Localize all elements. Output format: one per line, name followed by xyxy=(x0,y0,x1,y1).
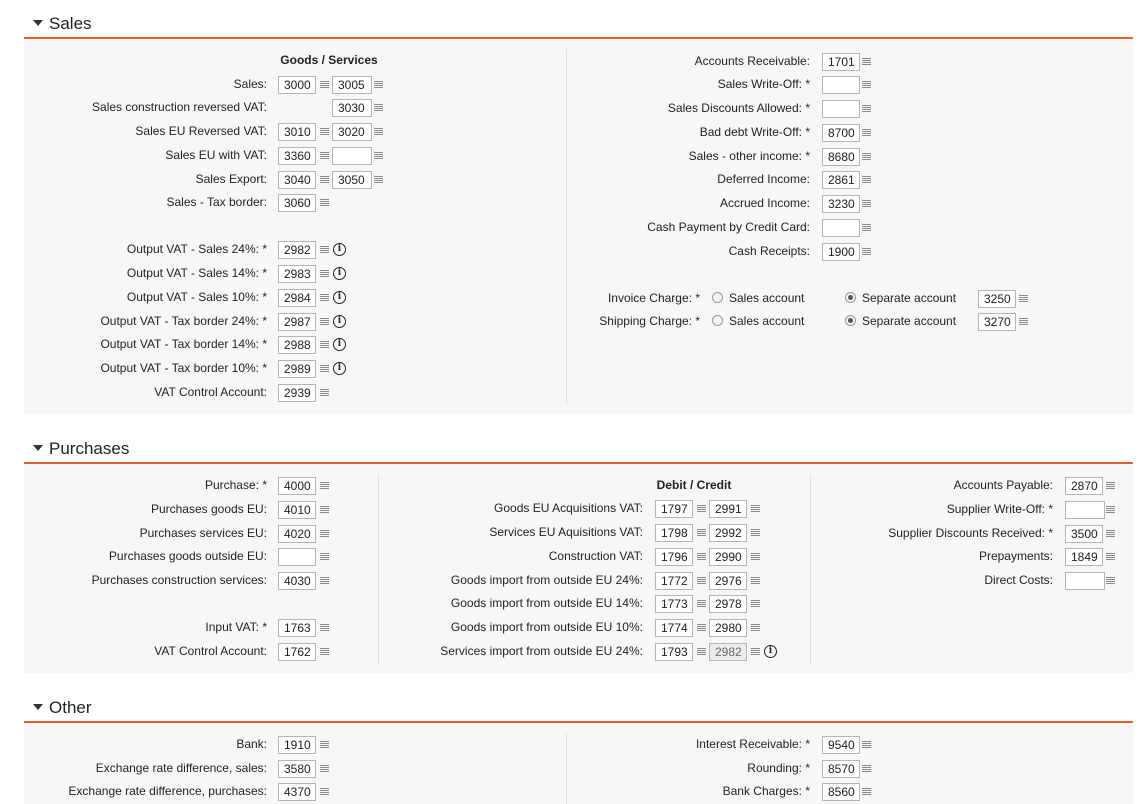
account-input[interactable]: 1910 xyxy=(278,736,316,754)
list-lookup-icon[interactable] xyxy=(751,648,760,656)
list-lookup-icon[interactable] xyxy=(374,81,383,89)
other-section-header[interactable] xyxy=(24,695,1133,723)
row-label: Sales: xyxy=(233,77,267,91)
list-lookup-icon[interactable] xyxy=(751,529,760,537)
row-label: Sales - other income: * xyxy=(688,149,810,163)
list-lookup-icon[interactable] xyxy=(862,200,871,208)
row-label: Accounts Payable: xyxy=(953,478,1053,492)
row-label: Deferred Income: xyxy=(717,172,810,186)
list-lookup-icon[interactable] xyxy=(320,270,329,278)
row-label: Sales EU Reversed VAT: xyxy=(135,124,267,138)
info-icon[interactable]: i xyxy=(333,291,346,304)
list-lookup-icon[interactable] xyxy=(751,624,760,632)
list-lookup-icon[interactable] xyxy=(751,553,760,561)
debit-input[interactable]: 1774 xyxy=(655,619,693,637)
column-divider xyxy=(566,49,567,404)
list-lookup-icon[interactable] xyxy=(1106,530,1115,538)
section-title: Other xyxy=(49,698,92,717)
account-input[interactable]: 3500 xyxy=(1065,525,1103,543)
account-input[interactable]: 3360 xyxy=(278,147,316,165)
list-lookup-icon[interactable] xyxy=(1106,506,1115,514)
account-input[interactable]: 3000 xyxy=(278,76,316,94)
account-input[interactable] xyxy=(822,100,860,118)
account-input[interactable] xyxy=(1065,501,1105,519)
debit-input[interactable]: 1772 xyxy=(655,572,693,590)
list-lookup-icon[interactable] xyxy=(862,153,871,161)
list-lookup-icon[interactable] xyxy=(862,224,871,232)
list-lookup-icon[interactable] xyxy=(862,176,871,184)
row-label: VAT Control Account: xyxy=(154,644,267,658)
row-label: Goods import from outside EU 10%: xyxy=(450,620,643,634)
account-input[interactable]: 4030 xyxy=(278,572,316,590)
row-label: Sales construction reversed VAT: xyxy=(92,100,267,114)
credit-input[interactable]: 2991 xyxy=(709,500,747,518)
row-label: Exchange rate difference, sales: xyxy=(95,761,267,775)
row-label: Services import from outside EU 24%: xyxy=(440,644,643,658)
list-lookup-icon[interactable] xyxy=(320,788,329,796)
info-icon[interactable]: i xyxy=(333,315,346,328)
account-input[interactable]: 4000 xyxy=(278,477,316,495)
list-lookup-icon[interactable] xyxy=(697,553,706,561)
account-input[interactable]: 3580 xyxy=(278,760,316,778)
row-label: Bank Charges: * xyxy=(722,784,810,798)
account-input[interactable]: 2984 xyxy=(278,289,316,307)
row-label: Purchase: * xyxy=(204,478,267,492)
list-lookup-icon[interactable] xyxy=(320,246,329,254)
collapse-triangle-icon[interactable] xyxy=(33,704,43,710)
row-label: Accounts Receivable: xyxy=(694,54,810,68)
account-input[interactable] xyxy=(1065,572,1105,590)
list-lookup-icon[interactable] xyxy=(697,577,706,585)
collapse-triangle-icon[interactable] xyxy=(33,20,43,26)
row-label: Output VAT - Sales 10%: * xyxy=(126,290,267,304)
info-icon[interactable]: i xyxy=(333,267,346,280)
row-label: Output VAT - Tax border 14%: * xyxy=(100,337,267,351)
row-label: Output VAT - Sales 24%: * xyxy=(126,242,267,256)
account-input[interactable]: 3270 xyxy=(978,313,1016,331)
shipping-charge-label: Shipping Charge: * xyxy=(599,314,700,328)
list-lookup-icon[interactable] xyxy=(320,365,329,373)
account-input[interactable]: 2861 xyxy=(822,171,860,189)
collapse-triangle-icon[interactable] xyxy=(33,445,43,451)
credit-input[interactable]: 2976 xyxy=(709,572,747,590)
account-input[interactable]: 4020 xyxy=(278,525,316,543)
row-label: Bad debt Write-Off: * xyxy=(699,125,810,139)
row-label: Bank: xyxy=(236,737,267,751)
row-label: Construction VAT: xyxy=(548,549,643,563)
account-input[interactable]: 2987 xyxy=(278,313,316,331)
row-label: Sales EU with VAT: xyxy=(165,148,267,162)
radio-label: Separate account xyxy=(862,314,957,328)
debit-input[interactable]: 1796 xyxy=(655,548,693,566)
sales-section-header[interactable] xyxy=(24,11,1133,39)
info-icon[interactable]: i xyxy=(333,243,346,256)
account-input[interactable]: 3020 xyxy=(332,123,372,141)
debit-input[interactable]: 1797 xyxy=(655,500,693,518)
credit-input[interactable]: 2978 xyxy=(709,595,747,613)
list-lookup-icon[interactable] xyxy=(320,482,329,490)
row-label: Supplier Discounts Received: * xyxy=(888,526,1053,540)
row-label: Sales Write-Off: * xyxy=(717,77,810,91)
account-input[interactable]: 1701 xyxy=(822,53,860,71)
list-lookup-icon[interactable] xyxy=(862,741,871,749)
row-label: Purchases goods EU: xyxy=(150,502,267,516)
account-input[interactable]: 3030 xyxy=(332,99,372,117)
list-lookup-icon[interactable] xyxy=(320,741,329,749)
debit-credit-header: Debit / Credit xyxy=(656,478,732,492)
purchases-panel xyxy=(24,464,1133,673)
list-lookup-icon[interactable] xyxy=(320,506,329,514)
list-lookup-icon[interactable] xyxy=(862,248,871,256)
list-lookup-icon[interactable] xyxy=(320,81,329,89)
row-label: Cash Receipts: xyxy=(728,244,810,258)
row-label: Interest Receivable: * xyxy=(695,737,810,751)
section-title: Purchases xyxy=(49,439,130,458)
account-input[interactable]: 8700 xyxy=(822,124,860,142)
row-label: Sales Discounts Allowed: * xyxy=(667,101,810,115)
row-label: Input VAT: * xyxy=(205,620,267,634)
account-input[interactable]: 9540 xyxy=(822,736,860,754)
list-lookup-icon[interactable] xyxy=(1106,553,1115,561)
list-lookup-icon[interactable] xyxy=(320,294,329,302)
info-icon[interactable]: i xyxy=(333,362,346,375)
row-label: Goods EU Acquisitions VAT: xyxy=(494,501,643,515)
list-lookup-icon[interactable] xyxy=(320,530,329,538)
list-lookup-icon[interactable] xyxy=(320,553,329,561)
list-lookup-icon[interactable] xyxy=(320,648,329,656)
list-lookup-icon[interactable] xyxy=(374,152,383,160)
debit-input[interactable]: 1798 xyxy=(655,524,693,542)
list-lookup-icon[interactable] xyxy=(320,199,329,207)
row-label: VAT Control Account: xyxy=(154,385,267,399)
account-input[interactable]: 3005 xyxy=(332,76,372,94)
row-label: Accrued Income: xyxy=(719,196,810,210)
info-icon[interactable]: i xyxy=(333,338,346,351)
list-lookup-icon[interactable] xyxy=(374,176,383,184)
account-input[interactable]: 3060 xyxy=(278,194,316,212)
row-label: Purchases services EU: xyxy=(139,526,267,540)
list-lookup-icon[interactable] xyxy=(320,577,329,585)
list-lookup-icon[interactable] xyxy=(751,577,760,585)
account-input[interactable]: 3050 xyxy=(332,171,372,189)
account-input[interactable]: 2870 xyxy=(1065,477,1103,495)
row-label: Services EU Aquisitions VAT: xyxy=(489,525,643,539)
row-label: Exchange rate difference, purchases: xyxy=(68,784,267,798)
sales-panel xyxy=(24,39,1133,414)
account-input[interactable]: 3230 xyxy=(822,195,860,213)
shipping-charge-sales-radio[interactable] xyxy=(712,315,723,326)
list-lookup-icon[interactable] xyxy=(1106,482,1115,490)
row-label: Output VAT - Sales 14%: * xyxy=(126,266,267,280)
purchases-section-header[interactable] xyxy=(24,436,1133,464)
list-lookup-icon[interactable] xyxy=(862,788,871,796)
list-lookup-icon[interactable] xyxy=(862,765,871,773)
list-lookup-icon[interactable] xyxy=(1019,295,1028,303)
account-input[interactable]: 1762 xyxy=(278,643,316,661)
list-lookup-icon[interactable] xyxy=(697,648,706,656)
list-lookup-icon[interactable] xyxy=(862,81,871,89)
column-divider xyxy=(810,474,811,664)
row-label: Goods import from outside EU 14%: xyxy=(450,596,643,610)
row-label: Direct Costs: xyxy=(984,573,1053,587)
list-lookup-icon[interactable] xyxy=(751,600,760,608)
invoice-charge-sales-radio[interactable] xyxy=(712,292,723,303)
list-lookup-icon[interactable] xyxy=(374,104,383,112)
account-input[interactable]: 2983 xyxy=(278,265,316,283)
account-input[interactable]: 4370 xyxy=(278,783,316,801)
row-label: Cash Payment by Credit Card: xyxy=(647,220,810,234)
list-lookup-icon[interactable] xyxy=(697,600,706,608)
account-input[interactable]: 2939 xyxy=(278,384,316,402)
section-title: Sales xyxy=(49,14,92,33)
column-divider xyxy=(566,733,567,804)
row-label: Prepayments: xyxy=(978,549,1053,563)
list-lookup-icon[interactable] xyxy=(862,105,871,113)
account-input[interactable] xyxy=(822,219,860,237)
goods-services-header: Goods / Services xyxy=(280,53,378,67)
list-lookup-icon[interactable] xyxy=(374,128,383,136)
account-input[interactable]: 1900 xyxy=(822,243,860,261)
list-lookup-icon[interactable] xyxy=(697,529,706,537)
account-input[interactable]: 8560 xyxy=(822,783,860,801)
account-input[interactable]: 2988 xyxy=(278,336,316,354)
debit-input[interactable]: 1773 xyxy=(655,595,693,613)
radio-label: Sales account xyxy=(729,314,805,328)
list-lookup-icon[interactable] xyxy=(320,624,329,632)
row-label: Rounding: * xyxy=(747,761,810,775)
account-input[interactable]: 2989 xyxy=(278,360,316,378)
list-lookup-icon[interactable] xyxy=(320,152,329,160)
list-lookup-icon[interactable] xyxy=(320,341,329,349)
other-panel xyxy=(24,723,1133,804)
list-lookup-icon[interactable] xyxy=(1106,577,1115,585)
credit-input[interactable]: 2992 xyxy=(709,524,747,542)
list-lookup-icon[interactable] xyxy=(320,389,329,397)
account-input[interactable]: 3250 xyxy=(978,290,1016,308)
row-label: Purchases goods outside EU: xyxy=(108,549,267,563)
invoice-charge-separate-radio[interactable] xyxy=(845,292,856,303)
list-lookup-icon[interactable] xyxy=(862,58,871,66)
credit-input-disabled: 2982 xyxy=(709,643,747,661)
row-label: Output VAT - Tax border 24%: * xyxy=(100,314,267,328)
list-lookup-icon[interactable] xyxy=(320,128,329,136)
row-label: Output VAT - Tax border 10%: * xyxy=(100,361,267,375)
credit-input[interactable]: 2980 xyxy=(709,619,747,637)
row-label: Sales Export: xyxy=(195,172,267,186)
row-label: Goods import from outside EU 24%: xyxy=(450,573,643,587)
account-input[interactable]: 1849 xyxy=(1065,548,1103,566)
list-lookup-icon[interactable] xyxy=(320,176,329,184)
account-input[interactable]: 2982 xyxy=(278,241,316,259)
radio-label: Sales account xyxy=(729,291,805,305)
list-lookup-icon[interactable] xyxy=(320,765,329,773)
list-lookup-icon[interactable] xyxy=(697,505,706,513)
list-lookup-icon[interactable] xyxy=(751,505,760,513)
account-input[interactable] xyxy=(278,548,316,566)
row-label: Purchases construction services: xyxy=(91,573,267,587)
list-lookup-icon[interactable] xyxy=(1019,318,1028,326)
account-input[interactable]: 8570 xyxy=(822,760,860,778)
column-divider xyxy=(378,474,379,664)
account-input[interactable] xyxy=(332,147,372,165)
account-input[interactable]: 8680 xyxy=(822,148,860,166)
row-label: Sales - Tax border: xyxy=(166,195,267,209)
account-input[interactable]: 3010 xyxy=(278,123,316,141)
radio-label: Separate account xyxy=(862,291,957,305)
debit-input[interactable]: 1793 xyxy=(655,643,693,661)
row-label: Supplier Write-Off: * xyxy=(946,502,1053,516)
account-input[interactable]: 1763 xyxy=(278,619,316,637)
account-input[interactable]: 3040 xyxy=(278,171,316,189)
credit-input[interactable]: 2990 xyxy=(709,548,747,566)
invoice-charge-label: Invoice Charge: * xyxy=(607,291,700,305)
account-input[interactable]: 4010 xyxy=(278,501,316,519)
list-lookup-icon[interactable] xyxy=(862,129,871,137)
info-icon[interactable]: i xyxy=(764,645,777,658)
list-lookup-icon[interactable] xyxy=(697,624,706,632)
account-input[interactable] xyxy=(822,76,860,94)
list-lookup-icon[interactable] xyxy=(320,318,329,326)
shipping-charge-separate-radio[interactable] xyxy=(845,315,856,326)
